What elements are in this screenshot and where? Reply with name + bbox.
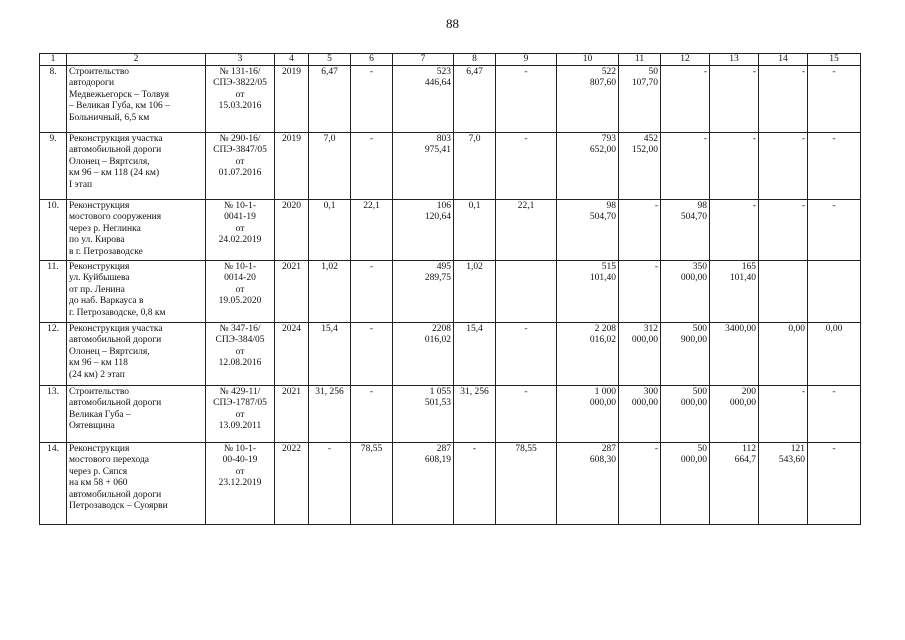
cell-funding-2025: - bbox=[808, 66, 861, 133]
cell-funding-2021: 300 000,00 bbox=[619, 386, 661, 443]
cell-length-m-2: - bbox=[496, 323, 557, 386]
cell-document: № 10-1- 00-40-19 от 23.12.2019 bbox=[206, 443, 275, 525]
cell-length-km-1: - bbox=[309, 443, 351, 525]
table-row bbox=[40, 66, 861, 133]
cell-funding-2021: - bbox=[619, 443, 661, 525]
cell-cost: 495 289,75 bbox=[393, 261, 454, 323]
cell-document: № 10-1- 0041-19 от 24.02.2019 bbox=[206, 200, 275, 261]
cell-year: 2019 bbox=[275, 133, 309, 200]
column-header-12: 12 bbox=[661, 54, 710, 66]
cell-funding-2025 bbox=[808, 261, 861, 323]
cell-length-m-1: - bbox=[351, 323, 393, 386]
cell-funding-2024 bbox=[759, 261, 808, 323]
cell-row-number: 11. bbox=[40, 261, 67, 323]
cell-year: 2021 bbox=[275, 261, 309, 323]
cell-project-name: Реконструкция участка автомобильной дороги Олонец – Вяртсиля, км 96 – км 118 (24 км) 2 этап bbox=[67, 323, 206, 386]
header-row bbox=[40, 54, 861, 66]
cell-year: 2019 bbox=[275, 66, 309, 133]
cell-length-km-2: 6,47 bbox=[454, 66, 496, 133]
cell-funding-2022: 50 000,00 bbox=[661, 443, 710, 525]
column-header-13: 13 bbox=[710, 54, 759, 66]
column-header-9: 9 bbox=[496, 54, 557, 66]
column-header-11: 11 bbox=[619, 54, 661, 66]
cell-length-m-1: - bbox=[351, 66, 393, 133]
cell-cost: 287 608,19 bbox=[393, 443, 454, 525]
cell-row-number: 14. bbox=[40, 443, 67, 525]
table-row bbox=[40, 200, 861, 261]
cell-length-m-1: 22,1 bbox=[351, 200, 393, 261]
cell-funding-2025: - bbox=[808, 386, 861, 443]
cell-funding-2022: 500 000,00 bbox=[661, 386, 710, 443]
table-row bbox=[40, 323, 861, 386]
table-row bbox=[40, 386, 861, 443]
cell-project-name: Реконструкция мостового перехода через р. Сяпся на км 58 + 060 автомобильной дороги Петрозаводск – Суоярви bbox=[67, 443, 206, 525]
cell-length-km-2: 15,4 bbox=[454, 323, 496, 386]
cell-length-m-2 bbox=[496, 261, 557, 323]
cell-funding-2024: - bbox=[759, 386, 808, 443]
cell-funding-2022: - bbox=[661, 133, 710, 200]
cell-length-km-1: 31, 256 bbox=[309, 386, 351, 443]
page-number: 88 bbox=[446, 16, 459, 31]
cell-funding-2024: 0,00 bbox=[759, 323, 808, 386]
table-row bbox=[40, 443, 861, 525]
cell-project-name: Реконструкция участка автомобильной дороги Олонец – Вяртсиля, км 96 – км 118 (24 км) I этап bbox=[67, 133, 206, 200]
cell-project-name: Реконструкция ул. Куйбышева от пр. Ленина до наб. Варкауса в г. Петрозаводске, 0,8 км bbox=[67, 261, 206, 323]
cell-funding-2023: 112 664,7 bbox=[710, 443, 759, 525]
cell-cost: 106 120,64 bbox=[393, 200, 454, 261]
cell-funding-2021: 50 107,70 bbox=[619, 66, 661, 133]
cell-funding-2024: - bbox=[759, 66, 808, 133]
cell-funding-2022: 500 900,00 bbox=[661, 323, 710, 386]
cell-funding-2024: - bbox=[759, 200, 808, 261]
cell-funding-2021: - bbox=[619, 200, 661, 261]
cell-project-name: Строительство автомобильной дороги Великая Губа – Оятевщина bbox=[67, 386, 206, 443]
column-header-14: 14 bbox=[759, 54, 808, 66]
cell-funding-2025: 0,00 bbox=[808, 323, 861, 386]
cell-cost: 803 975,41 bbox=[393, 133, 454, 200]
column-header-3: 3 bbox=[206, 54, 275, 66]
cell-year: 2022 bbox=[275, 443, 309, 525]
cell-row-number: 9. bbox=[40, 133, 67, 200]
cell-length-m-2: - bbox=[496, 386, 557, 443]
cell-funding-2022: 98 504,70 bbox=[661, 200, 710, 261]
cell-document: № 290-16/ СПЭ-3847/05 от 01.07.2016 bbox=[206, 133, 275, 200]
cell-funding-2023: - bbox=[710, 133, 759, 200]
cell-length-m-2: 22,1 bbox=[496, 200, 557, 261]
cell-cost: 1 055 501,53 bbox=[393, 386, 454, 443]
cell-length-km-2: 1,02 bbox=[454, 261, 496, 323]
cell-total-funding: 793 652,00 bbox=[557, 133, 619, 200]
table-row bbox=[40, 133, 861, 200]
cell-funding-2025: - bbox=[808, 200, 861, 261]
cell-length-km-2: 0,1 bbox=[454, 200, 496, 261]
column-header-5: 5 bbox=[309, 54, 351, 66]
cell-length-m-1: - bbox=[351, 261, 393, 323]
cell-funding-2025: - bbox=[808, 133, 861, 200]
cell-length-m-1: 78,55 bbox=[351, 443, 393, 525]
cell-length-km-2: - bbox=[454, 443, 496, 525]
cell-document: № 131-16/ СПЭ-3822/05 от 15.03.2016 bbox=[206, 66, 275, 133]
cell-year: 2021 bbox=[275, 386, 309, 443]
cell-total-funding: 522 807,60 bbox=[557, 66, 619, 133]
column-header-4: 4 bbox=[275, 54, 309, 66]
cell-project-name: Реконструкция мостового сооружения через р. Неглинка по ул. Кирова в г. Петрозаводске bbox=[67, 200, 206, 261]
cell-project-name: Строительство автодороги Медвежьегорск – Толвуя – Великая Губа, км 106 – Больничный, 6,5 км bbox=[67, 66, 206, 133]
cell-length-km-1: 15,4 bbox=[309, 323, 351, 386]
cell-total-funding: 2 208 016,02 bbox=[557, 323, 619, 386]
cell-row-number: 12. bbox=[40, 323, 67, 386]
data-table bbox=[39, 53, 861, 525]
column-header-1: 1 bbox=[40, 54, 67, 66]
cell-length-km-1: 0,1 bbox=[309, 200, 351, 261]
cell-length-m-1: - bbox=[351, 386, 393, 443]
cell-length-km-2: 31, 256 bbox=[454, 386, 496, 443]
cell-row-number: 13. bbox=[40, 386, 67, 443]
cell-length-km-1: 6,47 bbox=[309, 66, 351, 133]
cell-length-m-1: - bbox=[351, 133, 393, 200]
column-header-2: 2 bbox=[67, 54, 206, 66]
cell-funding-2021: 312 000,00 bbox=[619, 323, 661, 386]
column-header-15: 15 bbox=[808, 54, 861, 66]
cell-cost: 2208 016,02 bbox=[393, 323, 454, 386]
column-header-7: 7 bbox=[393, 54, 454, 66]
cell-funding-2025: - bbox=[808, 443, 861, 525]
cell-length-m-2: 78,55 bbox=[496, 443, 557, 525]
cell-document: № 10-1- 0014-20 от 19.05.2020 bbox=[206, 261, 275, 323]
cell-document: № 429-11/ СПЭ-1787/05 от 13.09.2011 bbox=[206, 386, 275, 443]
cell-funding-2023: - bbox=[710, 200, 759, 261]
cell-funding-2023: - bbox=[710, 66, 759, 133]
cell-funding-2024: - bbox=[759, 133, 808, 200]
cell-funding-2023: 165 101,40 bbox=[710, 261, 759, 323]
cell-length-m-2: - bbox=[496, 133, 557, 200]
cell-document: № 347-16/ СПЭ-384/05 от 12.08.2016 bbox=[206, 323, 275, 386]
cell-length-m-2: - bbox=[496, 66, 557, 133]
cell-year: 2020 bbox=[275, 200, 309, 261]
column-header-8: 8 bbox=[454, 54, 496, 66]
cell-row-number: 8. bbox=[40, 66, 67, 133]
column-header-10: 10 bbox=[557, 54, 619, 66]
table-row bbox=[40, 261, 861, 323]
cell-length-km-1: 1,02 bbox=[309, 261, 351, 323]
cell-funding-2022: 350 000,00 bbox=[661, 261, 710, 323]
cell-length-km-1: 7,0 bbox=[309, 133, 351, 200]
cell-length-km-2: 7,0 bbox=[454, 133, 496, 200]
cell-total-funding: 287 608,30 bbox=[557, 443, 619, 525]
cell-total-funding: 98 504,70 bbox=[557, 200, 619, 261]
cell-total-funding: 515 101,40 bbox=[557, 261, 619, 323]
cell-year: 2024 bbox=[275, 323, 309, 386]
cell-funding-2024: 121 543,60 bbox=[759, 443, 808, 525]
cell-funding-2021: 452 152,00 bbox=[619, 133, 661, 200]
cell-row-number: 10. bbox=[40, 200, 67, 261]
cell-cost: 523 446,64 bbox=[393, 66, 454, 133]
cell-total-funding: 1 000 000,00 bbox=[557, 386, 619, 443]
cell-funding-2021: - bbox=[619, 261, 661, 323]
cell-funding-2023: 200 000,00 bbox=[710, 386, 759, 443]
cell-funding-2023: 3400,00 bbox=[710, 323, 759, 386]
column-header-6: 6 bbox=[351, 54, 393, 66]
cell-funding-2022: - bbox=[661, 66, 710, 133]
